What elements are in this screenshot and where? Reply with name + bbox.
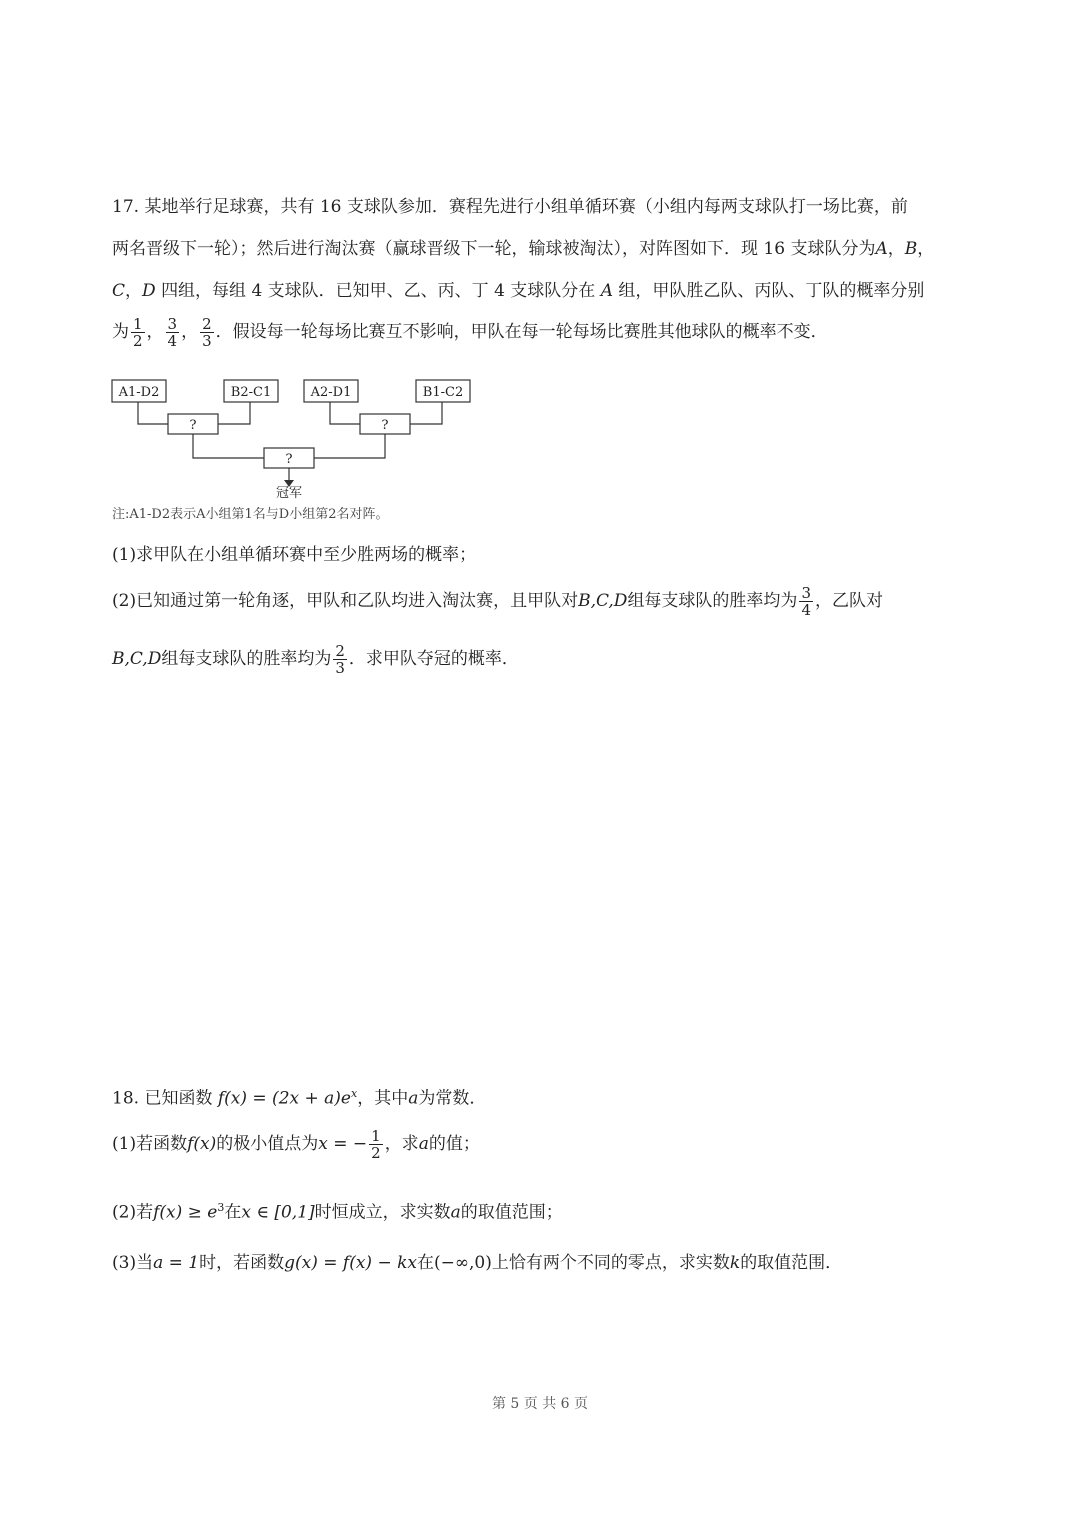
fraction-two-thirds: $\frac{2}{3}$ [202,315,212,350]
q18-part1: (1)若函数f(x)的极小值点为x = − $\frac{1}{2}$ ，求a的值； [112,1127,480,1162]
q17-part2-line2: B,C,D组每支球队的胜率均为 $\frac{2}{3}$ ．求甲队夺冠的概率． [112,642,519,677]
page-footer: 第 5 页 共 6 页 [491,1396,589,1412]
bracket-label-semi-right: ? [381,418,389,433]
fraction-one-half: $\frac{1}{2}$ [133,315,143,350]
bracket-label-b2-c1: B2-C1 [230,385,272,400]
q17-line1: 17. 某地举行足球赛，共有 16 支球队参加．赛程先进行小组单循环赛（小组内每两支球队打一场比赛，前 [112,197,908,217]
q17-line2: 两名晋级下一轮）；然后进行淘汰赛（赢球晋级下一轮，输球被淘汰），对阵图如下．现 16 支球队分为A，B， [112,239,935,259]
bracket-label-final: ? [285,452,293,467]
bracket-note: 注:A1-D2表示A小组第1名与D小组第2名对阵。 [112,507,389,522]
q18-part3: (3)当a = 1时，若函数g(x) = f(x) − kx在(−∞,0)上恰有两个不同的零点，求实数k的取值范围． [112,1253,843,1273]
fraction-two-thirds: $\frac{2}{3}$ [335,642,345,677]
bracket-label-a1-d2: A1-D2 [118,385,160,400]
bracket-label-a2-d1: A2-D1 [310,385,352,400]
q17-part1: (1)求甲队在小组单循环赛中至少胜两场的概率； [112,545,477,565]
q18-number: 18. [112,1088,140,1109]
knockout-bracket-diagram [100,370,520,530]
q17-line4: 为 $\frac{1}{2}$ ， $\frac{3}{4}$ ， $\frac{2}{3}$ ．假设每一轮每场比赛互不影响，甲队在每一轮每场比赛胜其他球队的概率不变． [112,315,828,350]
fraction-three-quarters: $\frac{3}{4}$ [167,315,178,350]
q18-intro: 18. 已知函数 $f(x) = (2x + a)e^x$，其中a为常数． [112,1087,487,1109]
bracket-label-b1-c2: B1-C2 [422,385,464,400]
bracket-label-champion: 冠军 [275,486,303,501]
fraction-one-half: $\frac{1}{2}$ [371,1127,381,1162]
q17-part2-line1: (2)已知通过第一轮角逐，甲队和乙队均进入淘汰赛，且甲队对B,C,D组每支球队的胜率均为 $\frac{3}{4}$ ，乙队对 [112,584,883,619]
fraction-three-quarters: $\frac{3}{4}$ [801,584,811,619]
bracket-label-semi-left: ? [189,418,197,433]
q17-line3: C，D 四组，每组 4 支球队．已知甲、乙、丙、丁 4 支球队分在 A 组，甲队胜乙队、丙队、丁队的概率分别 [112,281,925,301]
q17-number: 17. [112,197,140,217]
q18-part2: (2)若$f(x) \ge e^3$在x ∈ [0,1]时恒成立，求实数a的取值范围； [112,1201,563,1223]
